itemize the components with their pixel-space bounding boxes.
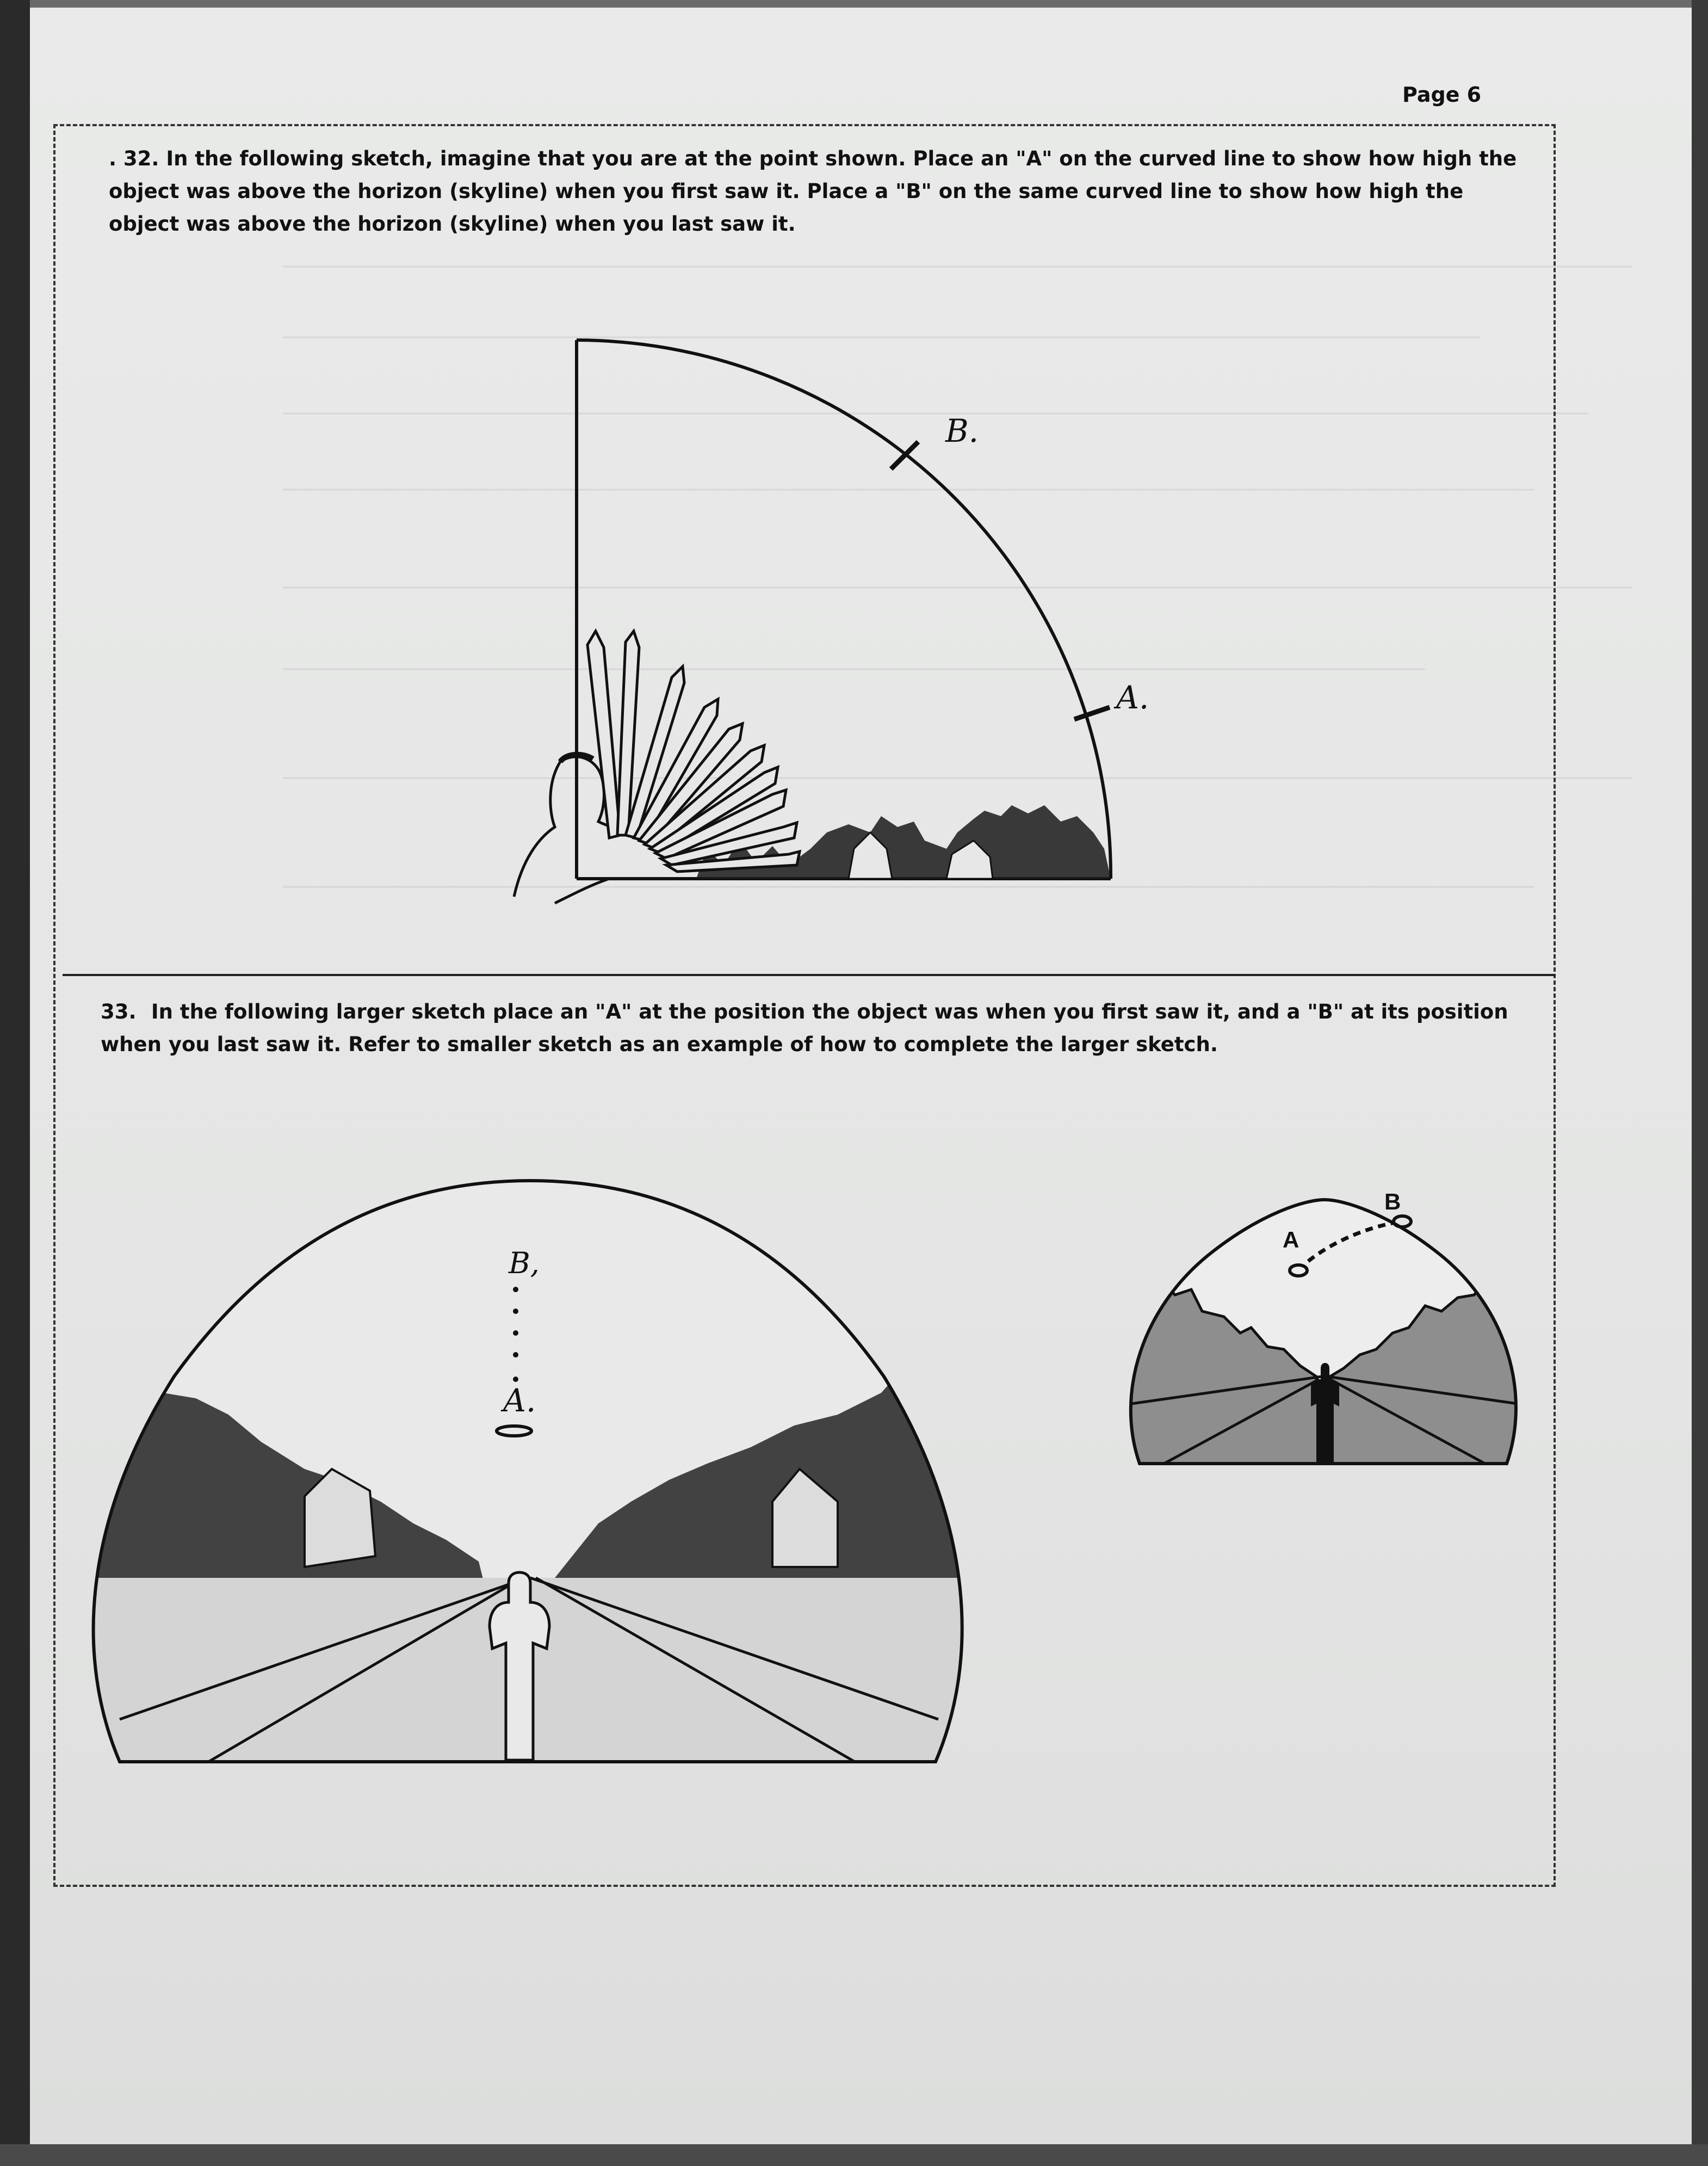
q32-mark-b: B. (945, 412, 979, 449)
page-number: Page 6 (1402, 83, 1482, 107)
q33-mark-a: A. (503, 1382, 536, 1419)
question-33-text: In the following larger sketch place an "A" at the position the object was when you first saw it, and a "B" at its position when you last saw it. Refer to smaller sketch as an example of how to complete the larger sketch. (101, 1000, 1508, 1056)
question-33-number: 33. (101, 1000, 137, 1023)
q32-mark-a: A. (1116, 679, 1149, 716)
question-32-number: . 32. (109, 147, 159, 170)
question-32-text: In the following sketch, imagine that you are at the point shown. Place an "A" on the curved line to show how high the object was above the horizon (skyline) when you first saw it. Place a "B" on the same curved line to show how high the object was above the horizon (skyline) when you last saw it. (109, 147, 1517, 236)
example-label-a: A (1283, 1227, 1299, 1252)
sketch-33-example-object-b (1394, 1216, 1411, 1227)
q33-mark-b: B, (509, 1246, 540, 1280)
sketch-33-example-scene (1115, 1197, 1528, 1469)
example-label-b: B (1384, 1189, 1401, 1214)
